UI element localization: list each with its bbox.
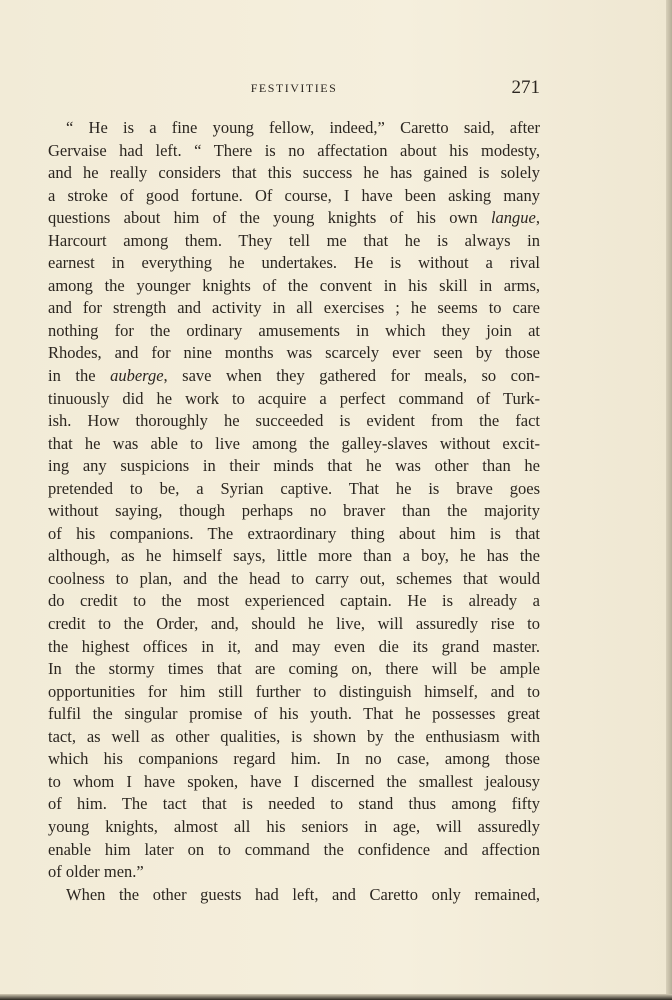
text-line: tact, as well as other qualities, is shown by the enthusiasm with xyxy=(48,726,540,746)
text-line: of older men.” xyxy=(48,862,144,882)
text-line: without saying, though perhaps no braver than the majority xyxy=(48,501,540,521)
text-line: Rhodes, and for nine months was scarcely ever seen by those xyxy=(48,343,540,363)
running-title: FESTIVITIES xyxy=(250,81,338,95)
text-line: enable him later on to command the confidence and affection xyxy=(48,839,540,859)
page-bottom-edge xyxy=(0,994,672,1000)
text-line: of him. The tact that is needed to stand thus among fifty xyxy=(48,794,540,814)
text-line: which his companions regard him. In no case, among those xyxy=(48,749,540,769)
text-line: in the auberge, save when they gathered for meals, so con- xyxy=(48,366,540,386)
text-line: do credit to the most experienced captain. He is already a xyxy=(48,591,540,611)
text-line: and for strength and activity in all exercises ; he seems to care xyxy=(48,298,540,318)
text-line: ing any suspicions in their minds that he was other than he xyxy=(48,456,540,476)
text-line: questions about him of the young knights of his own langue, xyxy=(48,208,540,228)
page-right-edge xyxy=(666,0,672,1000)
text-line: and he really considers that this success he has gained is solely xyxy=(48,163,540,183)
italic-word: auberge xyxy=(110,366,164,386)
text-line: fulfil the singular promise of his youth. That he possesses great xyxy=(48,704,540,724)
running-head xyxy=(48,77,540,101)
text-line: tinuously did he work to acquire a perfect command of Turk- xyxy=(48,388,540,408)
text-line: of his companions. The extraordinary thing about him is that xyxy=(48,523,540,543)
text-line: When the other guests had left, and Caretto only remained, xyxy=(66,884,540,904)
text-line: earnest in everything he undertakes. He is without a rival xyxy=(48,253,540,273)
text-line: among the younger knights of the convent in his skill in arms, xyxy=(48,275,540,295)
text-line: coolness to plan, and the head to carry out, schemes that would xyxy=(48,568,540,588)
text-line: that he was able to live among the galley-slaves without excit- xyxy=(48,433,540,453)
text-line: ish. How thoroughly he succeeded is evident from the fact xyxy=(48,411,540,431)
text-line: Harcourt among them. They tell me that he is always in xyxy=(48,230,540,250)
text-line: although, as he himself says, little more than a boy, he has the xyxy=(48,546,540,566)
text-line: pretended to be, a Syrian captive. That he is brave goes xyxy=(48,478,540,498)
text-line: In the stormy times that are coming on, there will be ample xyxy=(48,659,540,679)
text-line: nothing for the ordinary amusements in which they join at xyxy=(48,320,540,340)
text-line: Gervaise had left. “ There is no affectation about his modesty, xyxy=(48,140,540,160)
text-line: to whom I have spoken, have I discerned the smallest jealousy xyxy=(48,771,540,791)
page-number: 271 xyxy=(511,77,540,98)
text-line: young knights, almost all his seniors in age, will assuredly xyxy=(48,816,540,836)
text-line: “ He is a fine young fellow, indeed,” Caretto said, after xyxy=(66,118,540,137)
text-line: opportunities for him still further to distinguish himself, and to xyxy=(48,681,540,701)
body-text xyxy=(48,117,540,906)
italic-word: langue xyxy=(490,208,536,228)
text-line: the highest offices in it, and may even die its grand master. xyxy=(48,636,540,656)
text-line: credit to the Order, and, should he live, will assuredly rise to xyxy=(48,614,540,634)
text-line: a stroke of good fortune. Of course, I have been asking many xyxy=(48,185,540,205)
